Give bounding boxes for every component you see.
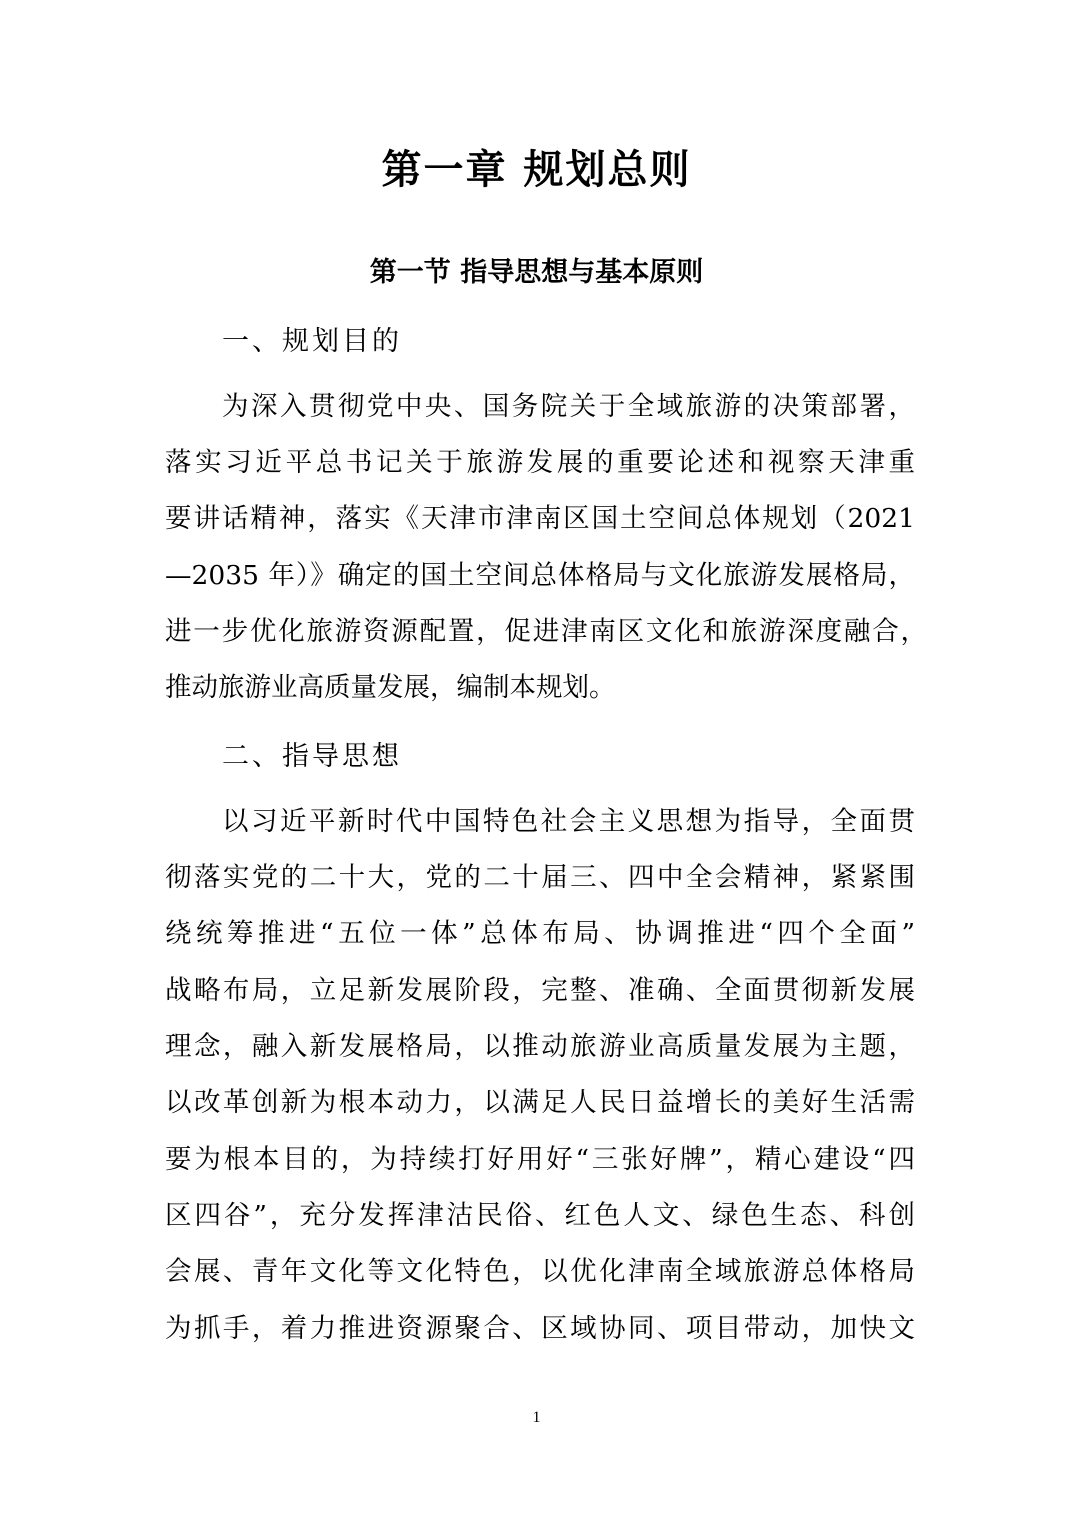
heading-guiding-ideology: 二、指导思想 <box>222 741 402 772</box>
paragraph-line: 落实习近平总书记关于旅游发展的重要论述和视察天津重 <box>165 447 915 478</box>
page-number: 1 <box>532 1409 541 1426</box>
paragraph-line: 理念，融入新发展格局，以推动旅游业高质量发展为主题， <box>165 1031 915 1062</box>
paragraph-line: 进一步优化旅游资源配置，促进津南区文化和旅游深度融合， <box>165 616 927 647</box>
paragraph-line: 彻落实党的二十大，党的二十届三、四中全会精神，紧紧围 <box>165 862 915 893</box>
paragraph-line: 绕统筹推进“五位一体”总体布局、协调推进“四个全面” <box>165 918 915 949</box>
section-title: 第一节 指导思想与基本原则 <box>369 257 704 288</box>
paragraph-line: 要为根本目的，为持续打好用好“三张好牌”，精心建设“四 <box>165 1144 915 1175</box>
paragraph-line: 战略布局，立足新发展阶段，完整、准确、全面贯彻新发展 <box>165 975 915 1006</box>
heading-planning-purpose: 一、规划目的 <box>222 326 402 357</box>
paragraph-line: —2035 年）》确定的国土空间总体格局与文化旅游发展格局， <box>165 560 915 591</box>
paragraph-line: 区四谷”，充分发挥津沽民俗、红色人文、绿色生态、科创 <box>165 1200 915 1231</box>
paragraph-line: 推动旅游业高质量发展，编制本规划。 <box>165 672 616 703</box>
paragraph-line: 以习近平新时代中国特色社会主义思想为指导，全面贯 <box>222 806 915 837</box>
paragraph-line: 为抓手，着力推进资源聚合、区域协同、项目带动，加快文 <box>165 1313 915 1344</box>
chapter-title: 第一章 规划总则 <box>381 146 692 193</box>
paragraph-line: 为深入贯彻党中央、国务院关于全域旅游的决策部署， <box>222 391 915 422</box>
paragraph-line: 要讲话精神，落实《天津市津南区国土空间总体规划（2021 <box>165 503 915 534</box>
paragraph-line: 会展、青年文化等文化特色，以优化津南全域旅游总体格局 <box>165 1256 915 1287</box>
paragraph-line: 以改革创新为根本动力，以满足人民日益增长的美好生活需 <box>165 1087 915 1118</box>
